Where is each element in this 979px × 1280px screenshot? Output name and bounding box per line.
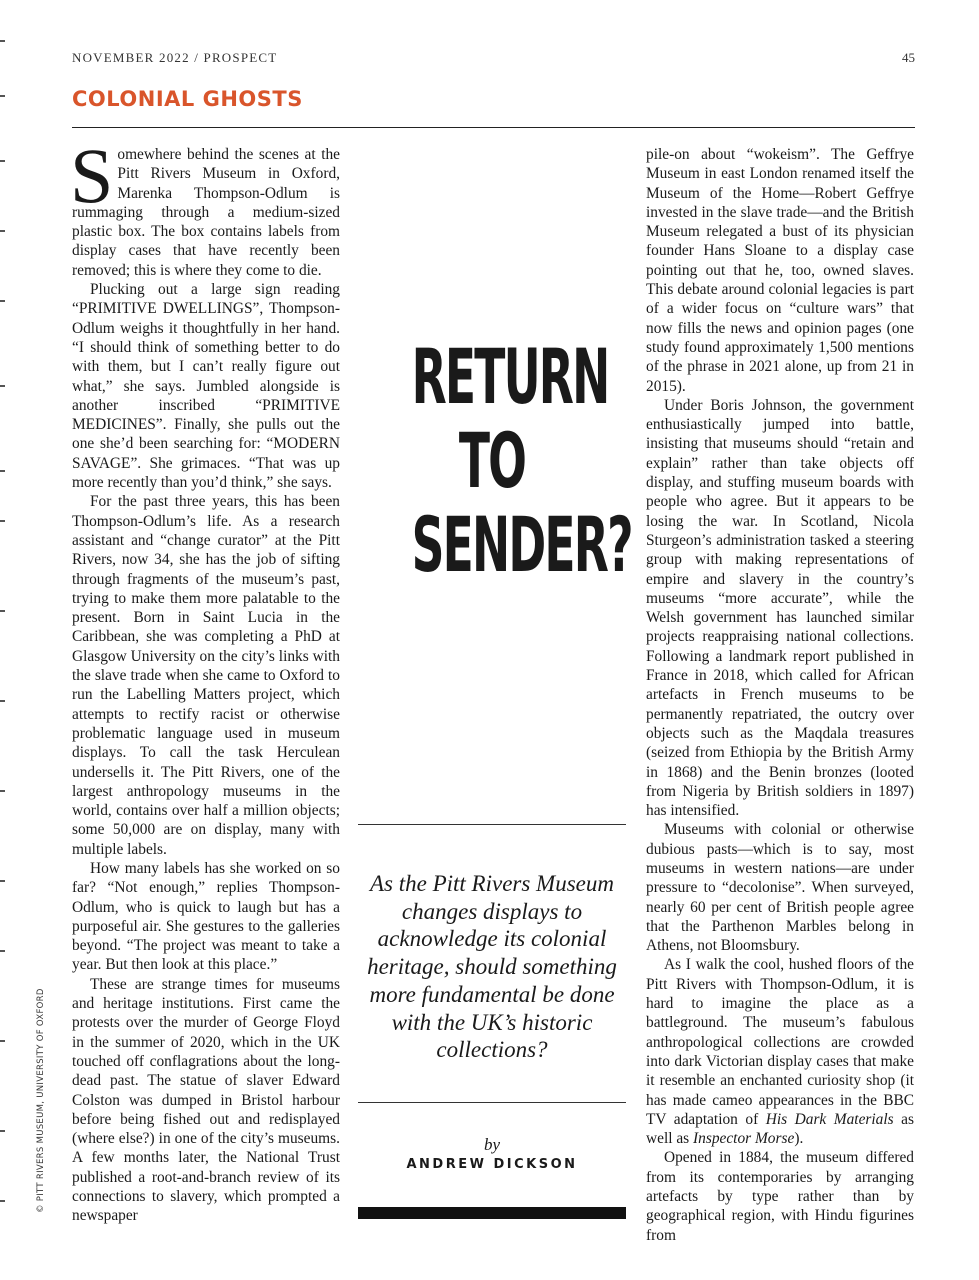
paragraph: pile-on about “wokeism”. The Geffrye Museum in east London renamed itself the Museum of the Home—Robert Geffrye invested in the slave trade—and the British Museum relegated a bust of its physician founder Hans Sloane to a display case pointing out that he, too, owned slaves. This debate around colonial legacies is part of a wider focus on “culture wars” that now fills the news and opinion pages (one study found approximately 1,500 mentions of the phrase in 2021 alone, up from 21 in 2015).: [646, 146, 914, 395]
section-title: COLONIAL GHOSTS: [72, 87, 303, 111]
right-column: [646, 145, 914, 1245]
paragraph: Somewhere behind the scenes at the Pitt Rivers Museum in Oxford, Marenka Thompson-Odlum is rummaging through a medium-sized plastic box. The box contains labels from display cases that have recently been removed; this is where they come to die.: [70, 132, 340, 279]
byline-prefix: by: [483, 1135, 501, 1154]
paragraph: For the past three years, this has been Thompson-Odlum’s life. As a research assistant and “change curator” at the Pitt Rivers, now 34, she has the job of sifting through fragments of the museum’s past, trying to make them more palatable to the present. Born in Saint Lucia in the Caribbean, she was completing a PhD at Glasgow University on the city’s links with the slave trade when she came to Oxford to run the Labelling Matters project, which attempts to rectify racist or otherwise problematic language used in museum displays. To call the task Herculean undersells it. The Pitt Rivers, one of the largest anthropology museums in the world, contains over half a million objects; some 50,000 are on display, many with multiple labels.: [72, 493, 340, 858]
standfirst: As the Pitt Rivers Museum changes displays to acknowledge its colonial heritage, should something more fundamental be done with the UK’s historic collections?: [367, 871, 617, 1063]
paragraph: Under Boris Johnson, the government enthusiastically jumped into battle, insisting that museums should “retain and explain” rather than take objects off display, and stuffing museum boards with people who agree. But it appears to be losing the war. In Scotland, Nicola Sturgeon’s administration tasked a steering group with making representations of empire and slavery in the country’s museums “more accurate”, while the Welsh government has launched similar projects reappraising national collections. Following a landmark report published in France in 2018, which called for African artefacts in French museums to be permanently repatriated, the outcry over objects such as the Maqdala treasures (seized from Ethiopia by the British Army in 1868) and the Benin bronzes (looted from Nigeria by British soldiers in 1897) has intensified.: [646, 396, 914, 820]
paragraph: How many labels has she worked on so far? “Not enough,” replies Thompson-Odlum, who is quick to laugh but has a purposeful air. She gestures to the galleries beyond. “The project was meant to take a year. But then look at this place.”: [72, 859, 340, 974]
paragraph: As I walk the cool, hushed floors of the Pitt Rivers with Thompson-Odlum, it is hard to imagine the place as a battleground. The museum’s fabulous anthropological collections are crowded into dark Victorian display cases that make it resemble an enchanted curiosity shop (it has made cameo appearances in the BBC TV adaptation of His Dark Materials as well as Inspector Morse).: [646, 956, 914, 1148]
header-rule: [72, 127, 915, 128]
article-title: [411, 332, 632, 589]
left-column: [70, 132, 340, 1226]
drop-cap: S: [70, 132, 114, 219]
title-line: SENDER?: [411, 500, 632, 589]
photo-credit: © PITT RIVERS MUSEUM, UNIVERSITY OF OXFORD: [36, 988, 46, 1213]
title-line: TO: [458, 416, 526, 505]
title-line: RETURN: [411, 332, 609, 421]
standfirst-bottom-rule: [358, 1102, 626, 1103]
decorative-bar: [358, 1207, 626, 1219]
italic-title: Inspector Morse: [693, 1130, 795, 1148]
italic-title: His Dark Materials: [765, 1110, 894, 1128]
page-number: 45: [902, 50, 915, 65]
paragraph: Plucking out a large sign reading “PRIMITIVE DWELLINGS”, Thompson-Odlum weighs it thoughtfully in her hand. “I should think of something better to do with them, but I can’t really figure out what,” she says. Jumbled alongside is another inscribed “PRIMITIVE MEDICINES”. Finally, she pulls out the one she’d been searching for: “MODERN SAVAGE”. She grimaces. “That was up more recently than you’d think,” she says.: [72, 281, 340, 492]
paragraph: These are strange times for museums and heritage institutions. First came the protests over the murder of George Floyd in the summer of 2020, which in the UK touched off conflagrations about the long-dead past. The statue of slaver Edward Colston was dumped in Bristol harbour before being fished out and redisplayed (where else?) in one of the city’s museums. A few months later, the National Trust published a root-and-branch review of its connections to slavery, which prompted a newspaper: [72, 975, 340, 1225]
running-header: NOVEMBER 2022 / PROSPECT: [72, 50, 278, 65]
page-edge-bleed: [0, 0, 6, 1280]
standfirst-top-rule: [358, 824, 626, 825]
paragraph: Museums with colonial or otherwise dubious pasts—which is to say, most museums in western nations—are under pressure to “decolonise”. When surveyed, nearly 60 per cent of British people agree that the Parthenon Marbles belong in Athens, not Bloomsbury.: [646, 821, 914, 955]
author-name: ANDREW DICKSON: [406, 1157, 578, 1172]
paragraph: Opened in 1884, the museum differed from its contemporaries by arranging artefacts by type rather than by geographical region, with Hindu figurines from: [646, 1149, 914, 1244]
